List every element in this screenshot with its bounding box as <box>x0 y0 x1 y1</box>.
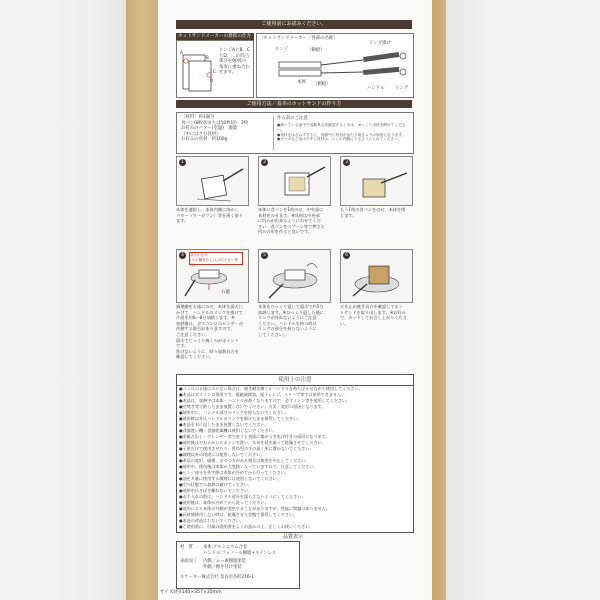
usage-line: ●使用後はやわらかいスポンジで洗い、水気を拭き取って乾燥させてください。 <box>179 440 326 445</box>
tips-title: 作る前のご注意 <box>277 116 308 121</box>
usage-title: 使用上の注意 <box>176 374 414 385</box>
usage-line: ●本品はガスコンロ専用です。電磁調理器、電子レンジ、ストーブ等では使用できません。 <box>179 392 346 397</box>
usage-line: ●空焚き等で熱したまま放置しないでください。火災・変形の原因となります。 <box>179 404 326 409</box>
usage-line: ●お手入れの際は、ハンドル部分を濡らさないようにしてください。 <box>179 494 306 499</box>
step-6-line: で、カットしてお召し上がりくださ <box>340 315 407 321</box>
hinge-diagram <box>179 49 219 93</box>
step-5-line: 加熱します。※ひっくり返した後に <box>258 309 324 315</box>
step-3-line: じます。 <box>340 212 357 218</box>
hinge-guide-title: ホットサンドメーカーの連結の仕方 <box>176 33 254 40</box>
step-4-line: 弱火でじっくり焼くのがポイント <box>176 337 239 343</box>
backdrop-left <box>0 0 126 600</box>
usage-line: ●使用中はそばを離れないでください。 <box>179 488 253 493</box>
part-label-handle: ハンドル <box>367 86 385 91</box>
usage-line: ●ヒンジ部分を外す際は本体が冷めてから行ってください。 <box>179 470 289 475</box>
ingredient-line: ［材料］約1個分 <box>181 115 215 120</box>
step-2-illustration <box>269 163 327 203</box>
part-label-ring: リング <box>395 86 409 91</box>
usage-line: ●使用時以外はハンドルのリングを掛けたまま保管してください。 <box>179 416 302 421</box>
step-1-number: 1 <box>179 159 186 166</box>
step-6-text <box>340 304 412 326</box>
usage-line: ●油を多量に使用する調理には使用しないでください。 <box>179 476 281 481</box>
step-4-line: ご注意ください。 <box>176 331 210 337</box>
step-1-line: バター（マーガリン）等を薄く塗り <box>176 212 243 218</box>
read-first-bar <box>176 20 412 29</box>
step-1-text <box>176 207 248 224</box>
step-5-line: してください。 <box>258 331 288 337</box>
step-4-callout-line: 弱火の目安 <box>190 253 208 257</box>
step-2-figure <box>258 156 331 206</box>
box-side-right <box>432 0 446 600</box>
quality-surface-label: 表面加工 <box>180 559 198 564</box>
part-label-hinge: ヒンジ <box>275 47 289 52</box>
hinge-label-c: C <box>213 69 216 74</box>
hinge-text-line: 部分を90度の <box>219 59 247 65</box>
quality-surface-line: 外側／焼き付け塗装 <box>203 565 242 570</box>
hinge-label-b: B <box>206 55 209 60</box>
hinge-guide-panel <box>176 40 254 98</box>
tip-line: ●チーズなど溶けやすい具材は、パンの内側に入るように入れてください。 <box>277 137 402 142</box>
step-5-number: 5 <box>261 252 268 259</box>
hinge-text-line: 角度に重ね合わ <box>219 64 250 70</box>
step-3-number: 3 <box>343 159 350 166</box>
step-6-number: 6 <box>343 252 350 259</box>
tip-line: ●具材をはさみすぎると、加熱中に具材が出たり焼きムラの原因になります。 <box>277 132 406 137</box>
usage-line: ●金属たわし・クレンザー等で洗うと表面に傷がつき焦げ付きの原因になります。 <box>179 434 330 439</box>
tips-lines <box>277 123 409 142</box>
step-5-text <box>258 304 330 338</box>
step-4-line: 調理網を五徳にのせ、本体を弱火に <box>176 304 243 309</box>
quality-material-label: 材 質 <box>180 545 193 550</box>
part-label-ring-hook: リング掛け <box>369 41 391 46</box>
ingredient-line: （中にはさむ具材） <box>181 131 221 137</box>
step-5-figure <box>258 249 331 303</box>
step-4-line: 焦げないように、時々加熱具合を <box>176 348 239 354</box>
hinge-label-d: D <box>210 78 214 83</box>
usage-line: ●使用により本体の外側が変色することがありますが、性能に問題はありません。 <box>179 506 331 511</box>
ingredient-line: お好みの具材 約100g <box>181 137 228 143</box>
step-4-number: 4 <box>179 252 186 259</box>
step-4-line: かけて、ハンドルのリングを掛けて <box>176 309 243 315</box>
step-6-figure <box>340 249 413 303</box>
usage-line: ●子供だけで使用させたり、乳幼児の手の届く所に置かないでください。 <box>179 446 314 451</box>
hinge-label-a: A <box>180 50 183 55</box>
read-first-text: ご使用前にお読みください。 <box>261 21 327 27</box>
step-4-line: 確認してください。 <box>176 354 214 360</box>
usage-line: ●長時間使用しない時は、乾燥させた状態で保管してください。 <box>179 512 298 517</box>
step-4-stove-label: 五徳 <box>221 290 230 295</box>
parts-guide-panel <box>256 33 414 98</box>
usage-line: ●使用後は、本体が冷めてから洗ってください。 <box>179 500 269 505</box>
step-1-figure <box>176 156 249 206</box>
part-label-body: 本体 <box>297 80 306 85</box>
parts-diagram <box>263 46 409 92</box>
step-4-line: 片面を約6〜8分加熱します。※ <box>176 315 235 321</box>
step-1-line: ます。 <box>176 218 189 224</box>
step-5-line: ください。ハンドルを持つ時は <box>258 320 317 326</box>
step-3-figure <box>340 156 413 206</box>
part-label-side-a: （側板） <box>307 48 325 53</box>
part-label-side-b: （側板） <box>313 82 331 87</box>
usage-line: ●本品の改造はしないでください。 <box>179 518 244 523</box>
usage-line: ●本品は、加熱中は本体・ハンドルが熱くなりますので、必ずミトン等を使用してください。 <box>179 398 351 403</box>
usage-line: ●空の状態での加熱は避けてください。 <box>179 482 253 487</box>
hinge-text-line: せます。 <box>219 70 237 76</box>
tip-line: ●焼いている途中で加熱具合を確認するときは、ゆっくり本体を開けてください。 <box>277 123 406 132</box>
step-1-line: 本体を連結し、本体内側に溶かし <box>176 207 239 212</box>
step-6-illustration <box>345 258 409 300</box>
quality-material-line: ハンドル:フェノール樹脂+ステンレス <box>203 551 276 556</box>
step-4-line: 作動する場合がありますので、 <box>176 326 235 332</box>
step-4-illustration <box>181 264 245 300</box>
usage-line: ●食器洗い機・食器乾燥機は使用しないでください。 <box>179 428 277 433</box>
backdrop-right <box>444 0 600 600</box>
usage-line: ●使用中に、ハンドル部分のリングを持たないでください。 <box>179 410 289 415</box>
step-2-line: 具材をのせます。※具材は中央部 <box>258 212 320 218</box>
ingredient-line: 食パン(8枚切または10枚切) 2枚 <box>181 120 249 126</box>
parts-guide-title: ［ホットサンドメーカー／各部の名称］ <box>259 36 338 41</box>
step-4-line: 加熱後は、ガスコンロのセンサーが <box>176 320 244 326</box>
method-bar-text: ご使用方法／基本のホットサンドの作り方 <box>246 101 342 107</box>
step-4-text <box>176 304 248 360</box>
quality-maker: スケーター株式会社 奈良市杏町216-1 <box>180 575 255 580</box>
step-2-line: に凹みが出来るようにのせてくだ <box>258 218 321 224</box>
method-bar <box>176 100 412 108</box>
step-2-number: 2 <box>261 159 268 166</box>
step-3-line: もう1枚の食パンをのせ、本体を閉 <box>340 207 406 212</box>
step-5-illustration <box>263 258 327 300</box>
quality-material-line: 本体:アルミニウム合金 <box>203 545 248 550</box>
ingredient-line: お好みのバター(室温) 適量 <box>181 126 238 132</box>
hinge-text-line: ヒンジAとB、C <box>219 48 250 53</box>
usage-line: ●本品を水に浸したまま放置しないでください。 <box>179 422 269 427</box>
step-1-illustration <box>187 165 245 203</box>
usage-line: ●コンロの五徳にのらない場合は、焼き網を敷くかハンドルを持ち浮かせながら使用してください。 <box>179 386 363 391</box>
ingredients-list <box>181 115 248 143</box>
hinge-text <box>219 48 250 76</box>
usage-line: ●ご使用前に、付属の説明書をよくお読みの上、正しくお使いください。 <box>179 524 314 529</box>
step-2-line: 本体に食パンを1枚のせ、中央部に <box>258 207 324 212</box>
usage-line: ●使用中、使用後は本体が大変熱くなっていますので、注意してください。 <box>179 464 318 469</box>
box-side-left <box>126 0 158 600</box>
quality-box <box>176 541 300 589</box>
step-4-callout-line: (火が鍋底からはみ出さない程度) <box>190 258 239 267</box>
usage-line: ●本品の変形、破損、ガタつきがある場合は使用を中止してください。 <box>179 458 310 463</box>
step-6-line: トサンドを取り出します。※お好み <box>340 309 406 315</box>
step-2-line: さい。食パンをスプーン等で押さえ <box>258 223 325 229</box>
step-6-line: 火を止め焼き具合を確認してホッ <box>340 304 403 309</box>
step-4-figure <box>176 249 249 303</box>
quality-title: 品質表示 <box>282 534 303 540</box>
step-5-line: リングの部分を持たないように <box>258 326 317 332</box>
tips-block <box>273 116 410 150</box>
step-6-line: い。 <box>340 320 349 326</box>
size-label: サイズ(約)140×357×35mm <box>160 590 222 595</box>
step-4-line: です。 <box>176 343 189 349</box>
step-2-text <box>258 207 330 235</box>
step-2-line: 凹みの形を作ると良いです。 <box>258 229 313 235</box>
ingredients-panel <box>176 112 414 154</box>
step-3-illustration <box>351 163 409 203</box>
usage-line: ●調理以外の用途には使用しないでください。 <box>179 452 265 457</box>
step-5-line: リングが外れないようにご注意 <box>258 315 317 321</box>
quality-surface-line: 内側／ふっ素樹脂塗装 <box>203 559 246 564</box>
hinge-text-line: とD、…の凹凸 <box>219 53 249 59</box>
step-5-line: 本体をひっくり返して弱火で約5分 <box>258 304 324 309</box>
step-3-text <box>340 207 412 218</box>
